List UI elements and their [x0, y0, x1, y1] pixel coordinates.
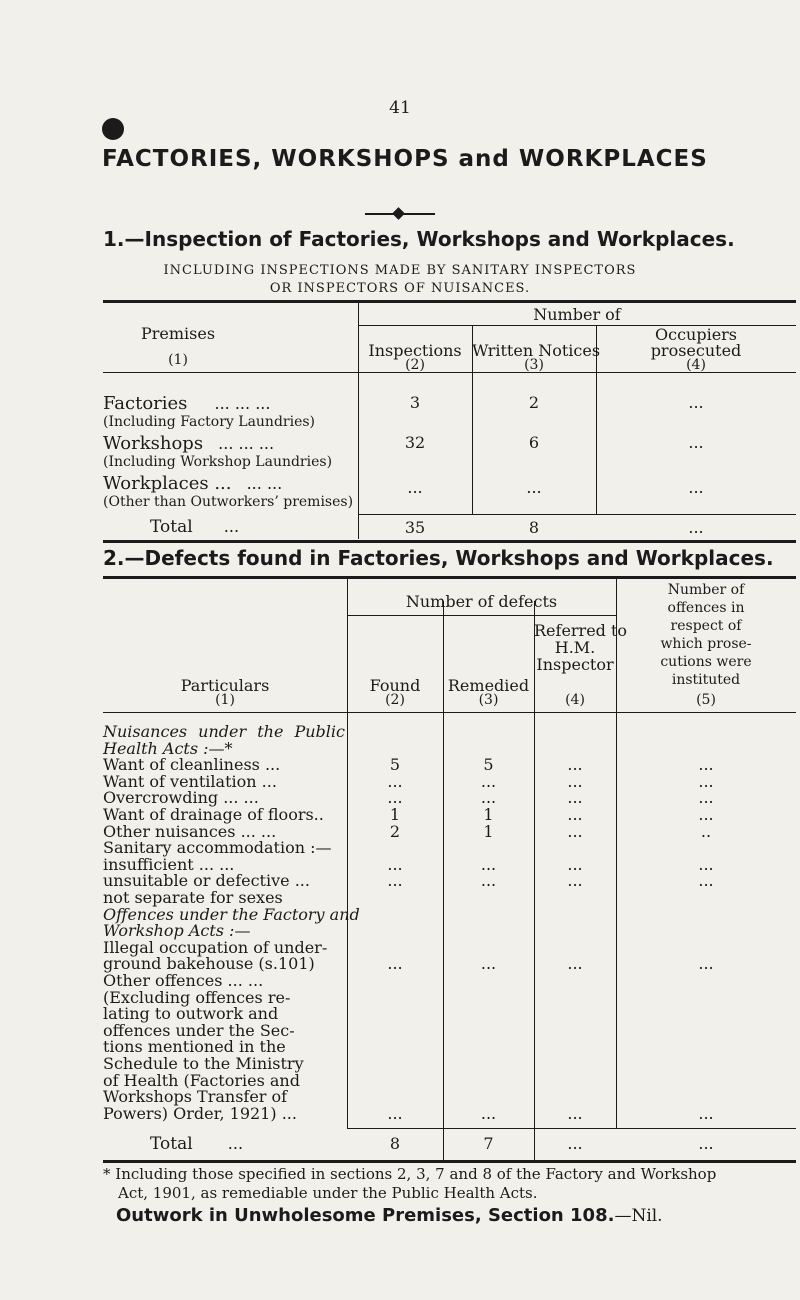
notices-value: 6	[528, 433, 540, 452]
total-label: Total	[150, 1134, 193, 1154]
col-found-num: (2)	[385, 692, 405, 708]
page-number: 41	[389, 98, 411, 118]
particulars-text: ground bakehouse (s.101)	[103, 954, 315, 973]
particulars-text: of Health (Factories and	[103, 1071, 300, 1090]
footnote-line2: Act, 1901, as remediable under the Public Health Acts.	[118, 1184, 538, 1202]
offences-value: ...	[698, 788, 714, 807]
particulars-text: Powers) Order, 1921) ...	[103, 1104, 297, 1123]
diamond-ornament-icon	[392, 207, 405, 220]
remedied-value: ...	[480, 788, 497, 807]
outwork-value: —Nil.	[614, 1206, 663, 1226]
particulars-text: Want of drainage of floors..	[103, 805, 324, 824]
section2-bottom-rule	[103, 1160, 796, 1163]
total-row	[150, 517, 239, 537]
premises-note: (Other than Outworkers’ premises)	[103, 494, 354, 510]
number-of-label: Number of	[533, 305, 621, 324]
remedied-value: ...	[480, 1104, 497, 1123]
remedied-value: 1	[483, 822, 494, 841]
referred-value: ...	[567, 772, 583, 791]
defects-rule	[347, 615, 616, 616]
remedied-value: ...	[480, 954, 497, 973]
col-particulars: Particulars	[180, 676, 270, 695]
premises-note: (Including Factory Laundries)	[103, 414, 316, 430]
col-written-notices-num: (3)	[524, 357, 544, 373]
total-col-divider	[534, 1128, 535, 1160]
particulars-text: Schedule to the Ministry	[103, 1054, 304, 1073]
footnote-line1: * Including those specified in sections 2, 3, 7 and 8 of the Factory and Workshop	[103, 1165, 717, 1183]
outwork-heading: Outwork in Unwholesome Premises, Section 108.	[116, 1205, 615, 1226]
particulars-text: Want of cleanliness ...	[103, 755, 281, 774]
premises-note: (Including Workshop Laundries)	[103, 454, 333, 470]
particulars-text: tions mentioned in the	[103, 1037, 286, 1056]
leader-dots: ... ... ...	[218, 434, 275, 453]
col-remedied-num: (3)	[478, 692, 499, 708]
remedied-value: 1	[483, 805, 494, 824]
total-found: 8	[389, 1134, 401, 1153]
section1-bottom-rule	[103, 540, 796, 543]
inspections-value: 3	[409, 393, 421, 412]
total-remedied: 7	[483, 1134, 494, 1153]
leader-dots: ... ...	[246, 474, 283, 493]
leader-dots: ...	[223, 517, 240, 536]
total-referred: ...	[567, 1134, 583, 1153]
col-referred-line1: Referred to	[534, 621, 628, 640]
prosecuted-value: ...	[688, 393, 704, 412]
col-inspections: Inspections	[368, 341, 462, 360]
found-value: ...	[387, 855, 403, 874]
printer-mark-icon	[102, 118, 124, 140]
inspections-value: 32	[404, 433, 426, 452]
total-col-divider	[443, 1128, 444, 1160]
offences-value: ...	[698, 805, 714, 824]
particulars-text: unsuitable or defective ...	[103, 871, 310, 890]
referred-value: ...	[567, 1104, 583, 1123]
header-underline	[103, 372, 358, 373]
page-heading: FACTORIES, WORKSHOPS and WORKPLACES	[102, 146, 708, 172]
total-prosecuted: ...	[688, 518, 704, 537]
col-occupiers-num: (4)	[686, 357, 706, 373]
found-value: 2	[389, 822, 401, 841]
particulars-text: Other nuisances ... ...	[103, 822, 277, 841]
remedied-value: 5	[483, 755, 494, 774]
referred-value: ...	[567, 871, 583, 890]
prosecuted-value: ...	[688, 433, 704, 452]
found-value: ...	[387, 788, 403, 807]
section1-subtitle-line1: INCLUDING INSPECTIONS MADE BY SANITARY INSPECTORS	[163, 263, 637, 278]
prosecuted-value: ...	[688, 478, 704, 497]
particulars-text: insufficient ... ...	[103, 855, 235, 874]
total-offences: ...	[698, 1134, 714, 1153]
particulars-text: (Excluding offences re-	[103, 988, 291, 1007]
particulars-text: Illegal occupation of under-	[103, 938, 328, 957]
notices-value: ...	[526, 478, 542, 497]
particulars-text: lating to outwork and	[103, 1004, 279, 1023]
particulars-text: Workshop Acts :—	[103, 921, 251, 940]
section2-title: 2.—Defects found in Factories, Workshops and Workplaces.	[103, 546, 774, 570]
col-written-notices: Written Notices	[472, 341, 601, 360]
found-value: 1	[389, 805, 401, 824]
particulars-text: Overcrowding ... ...	[103, 788, 259, 807]
total-label: Total	[150, 517, 193, 537]
header-underline	[103, 712, 796, 713]
found-value: ...	[387, 954, 403, 973]
referred-value: ...	[567, 855, 583, 874]
leader-dots: ...	[227, 1134, 244, 1153]
total-col-divider	[358, 514, 359, 539]
col-offences-line6: instituted	[671, 672, 741, 688]
offences-value: ..	[700, 822, 712, 841]
col-particulars-num: (1)	[215, 692, 235, 708]
col-referred-line3: Inspector	[536, 655, 614, 674]
col-found: Found	[369, 676, 421, 695]
referred-value: ...	[567, 805, 583, 824]
col-occupiers: Occupiers	[654, 325, 738, 344]
section2-col-divider	[347, 578, 348, 1128]
section1-title: 1.—Inspection of Factories, Workshops and Workplaces.	[103, 227, 735, 251]
col-offences-line2: offences in	[667, 600, 745, 616]
referred-value: ...	[567, 954, 583, 973]
notices-value: 2	[528, 393, 540, 412]
found-value: 5	[389, 755, 401, 774]
total-row	[150, 1134, 243, 1154]
inspections-value: ...	[407, 478, 423, 497]
total-notices: 8	[528, 518, 540, 537]
particulars-text: not separate for sexes	[103, 888, 283, 907]
particulars-text: offences under the Sec-	[103, 1021, 295, 1040]
section2-top-rule	[103, 576, 796, 579]
col-offences-line4: which prose-	[660, 636, 752, 652]
particulars-text: Other offences ... ...	[103, 971, 264, 990]
remedied-value: ...	[480, 772, 497, 791]
remedied-value: ...	[480, 871, 497, 890]
col-remedied: Remedied	[447, 676, 530, 695]
col-premises-num: (1)	[168, 352, 188, 368]
referred-value: ...	[567, 755, 583, 774]
col-offences-num: (5)	[696, 692, 716, 708]
particulars-text: Sanitary accommodation :—	[103, 838, 332, 857]
number-of-defects-label: Number of defects	[405, 592, 558, 611]
col-referred-num: (4)	[565, 692, 585, 708]
particulars-text: Workshops Transfer of	[103, 1087, 288, 1106]
particulars-text: Offences under the Factory and	[103, 905, 360, 924]
outwork-line	[116, 1205, 663, 1226]
premises-name: Workplaces ...	[103, 473, 232, 494]
col-referred-line2: H.M.	[554, 638, 596, 657]
found-value: ...	[387, 772, 403, 791]
table-row	[103, 393, 270, 414]
leader-dots: ... ... ...	[214, 394, 271, 413]
col-premises: Premises	[140, 324, 216, 343]
total-rule	[358, 514, 796, 515]
particulars-text: Nuisances under the Public	[103, 722, 345, 741]
col-offences-line3: respect of	[670, 618, 742, 634]
offences-value: ...	[698, 772, 714, 791]
section1-top-rule	[103, 300, 796, 303]
particulars-text: Health Acts :—*	[103, 739, 233, 758]
premises-name: Workshops	[103, 433, 204, 454]
referred-value: ...	[567, 822, 583, 841]
offences-value: ...	[698, 755, 714, 774]
premises-name: Factories	[103, 393, 188, 414]
table-row	[103, 433, 274, 454]
col-offences-line5: cutions were	[660, 654, 752, 670]
offences-value: ...	[698, 855, 714, 874]
total-inspections: 35	[404, 518, 426, 537]
table-row	[103, 473, 282, 494]
offences-value: ...	[698, 1104, 714, 1123]
offences-value: ...	[698, 871, 714, 890]
found-value: ...	[387, 1104, 403, 1123]
found-value: ...	[387, 871, 403, 890]
header-underline	[358, 372, 796, 373]
col-inspections-num: (2)	[405, 357, 425, 373]
referred-value: ...	[567, 788, 583, 807]
offences-value: ...	[698, 954, 714, 973]
section1-subtitle-line2: OR INSPECTORS OF NUISANCES.	[269, 281, 531, 296]
col-offences-line1: Number of	[667, 582, 745, 598]
col-occupiers-line2: prosecuted	[650, 341, 742, 360]
total-rule	[347, 1128, 796, 1129]
remedied-value: ...	[480, 855, 497, 874]
particulars-text: Want of ventilation ...	[103, 772, 277, 791]
